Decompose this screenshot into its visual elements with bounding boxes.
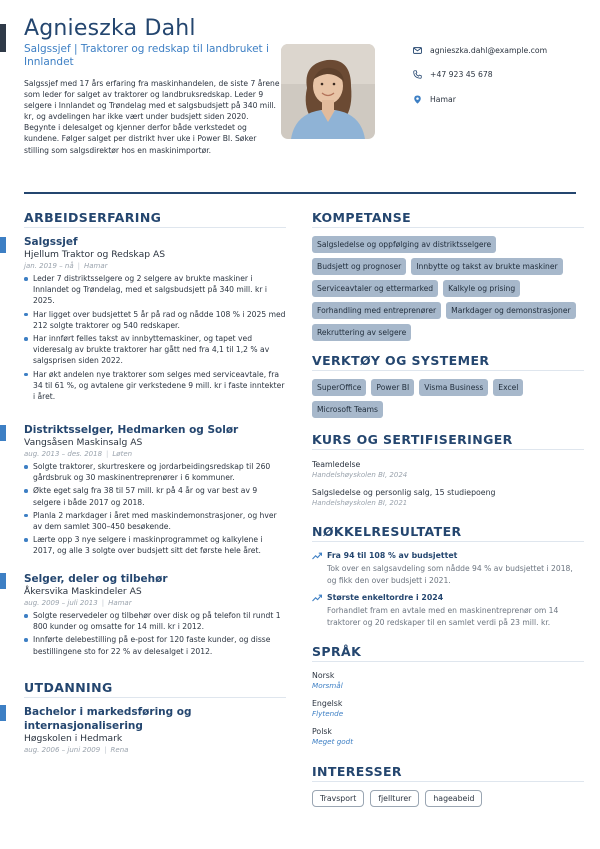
interest-tag: Travsport <box>312 790 364 807</box>
skill-tag: Kalkyle og prising <box>443 280 520 297</box>
candidate-headline: Salgssjef | Traktorer og redskap til landbruket i Innlandet <box>24 43 269 68</box>
section-divider <box>312 541 584 542</box>
result-title: Fra 94 til 108 % av budsjettet <box>327 551 458 560</box>
result-entry <box>312 550 582 586</box>
language-entry <box>312 670 343 691</box>
job-title: Selger, deler og tilbehør <box>24 573 168 585</box>
skill-tag: Innbytte og takst av brukte maskiner <box>411 258 562 275</box>
job-bullet: Lærte opp 3 nye selgere i maskinprogrammet og kalkylene i 2017, og alle 3 solgte over budsjett sitt det første hele året. <box>24 534 286 556</box>
language-level: Flytende <box>312 709 344 718</box>
section-divider <box>312 781 584 782</box>
course-institution: Handelshøyskolen BI, 2021 <box>312 499 408 507</box>
job-company: Åkersvika Maskindeler AS <box>24 586 142 597</box>
contact-email[interactable] <box>413 44 583 56</box>
portrait-photo <box>281 44 375 139</box>
trend-up-icon <box>312 552 322 560</box>
tool-tag: Excel <box>493 379 523 396</box>
tool-tag: SuperOffice <box>312 379 366 396</box>
language-level: Morsmål <box>312 681 343 690</box>
job-period: jan. 2019 – nå <box>24 262 74 270</box>
job-meta: aug. 2009 – juli 2013 | Hamar <box>24 599 132 607</box>
job-meta: aug. 2013 – des. 2018 | Løten <box>24 450 133 458</box>
interests-heading: INTERESSER <box>312 764 402 779</box>
job-bullet: Økte eget salg fra 38 til 57 mill. kr på 4 år og var best av 9 selgere i både 2017 og 2018. <box>24 485 286 507</box>
education-entry <box>24 705 286 757</box>
location-text: Hamar <box>430 94 456 104</box>
courses-heading: KURS OG SERTIFISERINGER <box>312 432 513 447</box>
skill-tag: Serviceavtaler og ettermarked <box>312 280 438 297</box>
candidate-name: Agnieszka Dahl <box>24 16 196 41</box>
job-bullet: Leder 7 distriktsselgere og 2 selgere av brukte maskiner i Innlandet og Trøndelag, med et salgsbudsjett på 340 mill. kr i 2025. <box>24 273 286 307</box>
course-institution: Handelshøyskolen BI, 2024 <box>312 471 408 479</box>
language-entry <box>312 726 353 747</box>
education-period: aug. 2006 – juni 2009 <box>24 746 101 754</box>
experience-heading: ARBEIDSERFARING <box>24 210 162 225</box>
job-location: Hamar <box>108 599 132 607</box>
language-name: Engelsk <box>312 699 343 708</box>
language-name: Norsk <box>312 671 335 680</box>
job-meta: jan. 2019 – nå | Hamar <box>24 262 108 270</box>
section-divider <box>24 697 286 698</box>
job-bullet: Solgte reservedeler og tilbehør over disk og på telefon til rundt 1 800 kunder og omsatte for 14 mill. kr i 2012. <box>24 610 286 632</box>
skill-tag: Rekruttering av selgere <box>312 324 411 341</box>
job-bullet: Solgte traktorer, skurtreskere og jordarbeidingsredskap til 260 gårdsbruk og 30 maskinentreprenører i 6 kommuner. <box>24 461 286 483</box>
job-bullet: Har innført felles takst av innbyttemaskiner, og tapet ved videresalg av brukte traktorer har gått ned fra 4,1 til 1,2 % av salgsprisen siden 2022. <box>24 333 286 367</box>
skills-tags <box>312 236 584 346</box>
job-accent-bar <box>0 425 6 441</box>
language-level: Meget godt <box>312 737 354 746</box>
job-bullet: Planla 2 markdager i året med maskindemonstrasjoner, og hver av dem samlet 300–450 besøkende. <box>24 510 286 532</box>
profile-summary: Salgssjef med 17 års erfaring fra maskinhandelen, de siste 7 årene som leder for salget av traktorer og landbruksredskap. Leder 9 selgere i Innlandet og Trøndelag med et salgsbudsjett på 340 mill. kr, og avdelingen har ikke vært under budsjett siden 2020. Begynte i delesalget og kjenner derfor både verkstedet og kundene. Følger salget per distrikt hver uke i Power BI. Søker stilling som salgsdirektør hos en maskinimportør. <box>24 79 280 155</box>
skill-tag: Markdager og demonstrasjoner <box>446 302 575 319</box>
languages-heading: SPRÅK <box>312 644 362 659</box>
job-accent-bar <box>0 237 6 253</box>
skill-tag: Budsjett og prognoser <box>312 258 406 275</box>
job-bullet: Har ligget over budsjettet 5 år på rad og nådde 108 % i 2025 med 212 solgte traktorer og 540 redskaper. <box>24 309 286 331</box>
result-title: Største enkeltordre i 2024 <box>327 593 444 602</box>
section-divider <box>312 227 584 228</box>
tool-tag: Power BI <box>371 379 414 396</box>
trend-up-icon <box>312 594 322 602</box>
job-entry <box>24 236 286 404</box>
phone-text: +47 923 45 678 <box>430 70 493 79</box>
education-accent-bar <box>0 705 6 721</box>
job-company: Hjellum Traktor og Redskap AS <box>24 249 166 260</box>
degree-title: Bachelor i markedsføring og internasjonalisering <box>24 706 192 732</box>
job-title: Distriktsselger, Hedmarken og Solør <box>24 424 239 436</box>
job-bullets <box>24 610 286 657</box>
email-text: agnieszka.dahl@example.com <box>430 45 548 55</box>
skills-heading: KOMPETANSE <box>312 210 412 225</box>
course-entry <box>312 487 582 508</box>
school-name: Høgskolen i Hedmark <box>24 733 123 744</box>
job-bullets <box>24 273 286 402</box>
interest-tag: fjellturer <box>370 790 419 807</box>
course-name: Teamledelse <box>312 460 361 469</box>
results-heading: NØKKELRESULTATER <box>312 524 462 539</box>
tools-heading: VERKTØY OG SYSTEMER <box>312 353 490 368</box>
phone-icon <box>413 70 422 79</box>
mail-icon <box>413 46 422 55</box>
job-bullet: Innførte delebestilling på e-post for 120 faste kunder, og disse bestillingene sto for 22 % av delesalget i 2012. <box>24 634 286 656</box>
section-divider <box>312 661 584 662</box>
job-location: Løten <box>112 450 133 458</box>
course-entry <box>312 459 582 480</box>
result-entry <box>312 592 582 628</box>
job-location: Hamar <box>83 262 108 270</box>
language-entry <box>312 698 343 719</box>
job-period: aug. 2009 – juli 2013 <box>24 599 98 607</box>
contact-phone[interactable] <box>413 69 583 81</box>
education-meta: aug. 2006 – juni 2009 | Rena <box>24 746 129 754</box>
job-bullets <box>24 461 286 557</box>
interest-tag: hageabeid <box>425 790 482 807</box>
contact-location <box>413 93 583 105</box>
job-bullet: Har økt andelen nye traktorer som selges med serviceavtale, fra 34 til 61 %, og avtalene gir verkstedene 9 mill. kr i faste inntekter i året. <box>24 369 286 403</box>
tool-tag: Visma Business <box>419 379 488 396</box>
job-title: Salgssjef <box>24 236 78 248</box>
header-accent-bar <box>0 24 6 52</box>
job-entry <box>24 424 286 559</box>
job-period: aug. 2013 – des. 2018 <box>24 450 103 458</box>
result-description: Forhandlet fram en avtale med en maskinentreprenør om 14 traktorer og 20 redskaper til en samlet verdi på 23 mill. kr. <box>327 606 559 627</box>
contact-block <box>413 44 583 118</box>
tools-tags <box>312 379 584 423</box>
interests-tags <box>312 790 488 807</box>
education-location: Rena <box>110 746 129 754</box>
section-divider <box>312 449 584 450</box>
education-heading: UTDANNING <box>24 680 113 695</box>
job-accent-bar <box>0 573 6 589</box>
course-name: Salgsledelse og personlig salg, 15 studiepoeng <box>312 488 496 497</box>
result-description: Tok over en salgsavdeling som nådde 94 % av budsjettet i 2018, og fikk den over budsjett i 2021. <box>327 564 573 585</box>
job-entry <box>24 573 286 659</box>
section-divider <box>24 227 286 228</box>
header-divider <box>24 192 576 194</box>
map-pin-icon <box>413 95 422 104</box>
tool-tag: Microsoft Teams <box>312 401 383 418</box>
skill-tag: Forhandling med entreprenører <box>312 302 441 319</box>
language-name: Polsk <box>312 727 332 736</box>
skill-tag: Salgsledelse og oppfølging av distriktsselgere <box>312 236 496 253</box>
section-divider <box>312 370 584 371</box>
job-company: Vangsåsen Maskinsalg AS <box>24 437 143 448</box>
